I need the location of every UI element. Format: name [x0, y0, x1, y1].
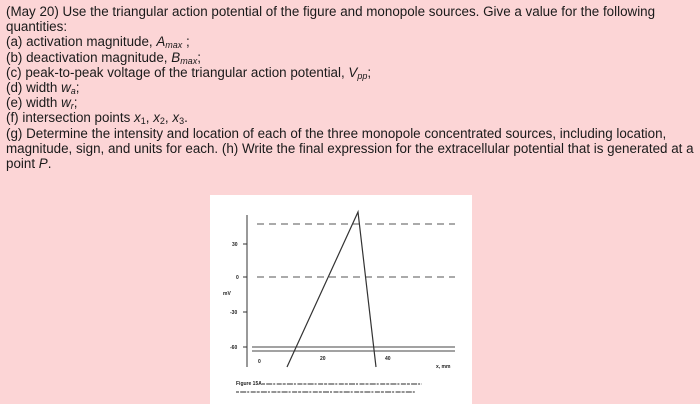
figure-graphic — [210, 195, 472, 404]
y-unit-label: mV — [223, 291, 231, 297]
x-tick-40-label: 40 — [385, 356, 391, 362]
y-tick-neg60-label: -60 — [230, 345, 238, 351]
item-b: (b) deactivation magnitude, $B_{max}$; — [6, 49, 201, 66]
item-d: (d) width $w_a$; — [6, 80, 80, 97]
intro-line: (May 20) Use the triangular action potential of the figure and monopole sources. Give a value for the following quantities: — [6, 4, 656, 35]
action-potential-figure — [210, 195, 472, 404]
problem-text — [6, 4, 696, 171]
item-g-h: (g) Determine the intensity and location of each of the three monopole concentrated sources, including location, magnitude, sign, and units for each. (h) Write the final expression for the extracellular potential that is generated at a point P. — [6, 125, 694, 172]
figure-caption-label: Figure 15A — [236, 381, 262, 387]
y-tick-30-label: 30 — [232, 242, 238, 248]
item-c: (c) peak-to-peak voltage of the triangular action potential, $V_{pp}$; — [6, 64, 372, 81]
item-f: (f) intersection points $x_1$, $x_2$, $x_3$. — [6, 110, 188, 127]
item-e: (e) width $w_r$; — [6, 95, 78, 112]
item-a: (a) activation magnitude, $A_{max}$ ; — [6, 34, 190, 51]
x-unit-label: x, mm — [436, 364, 451, 370]
y-tick-neg30-label: -30 — [230, 310, 238, 316]
x-tick-20-label: 20 — [320, 356, 326, 362]
triangular-action-potential — [287, 212, 376, 367]
y-tick-0-label: 0 — [236, 275, 239, 281]
x-tick-0-label: 0 — [258, 359, 261, 365]
